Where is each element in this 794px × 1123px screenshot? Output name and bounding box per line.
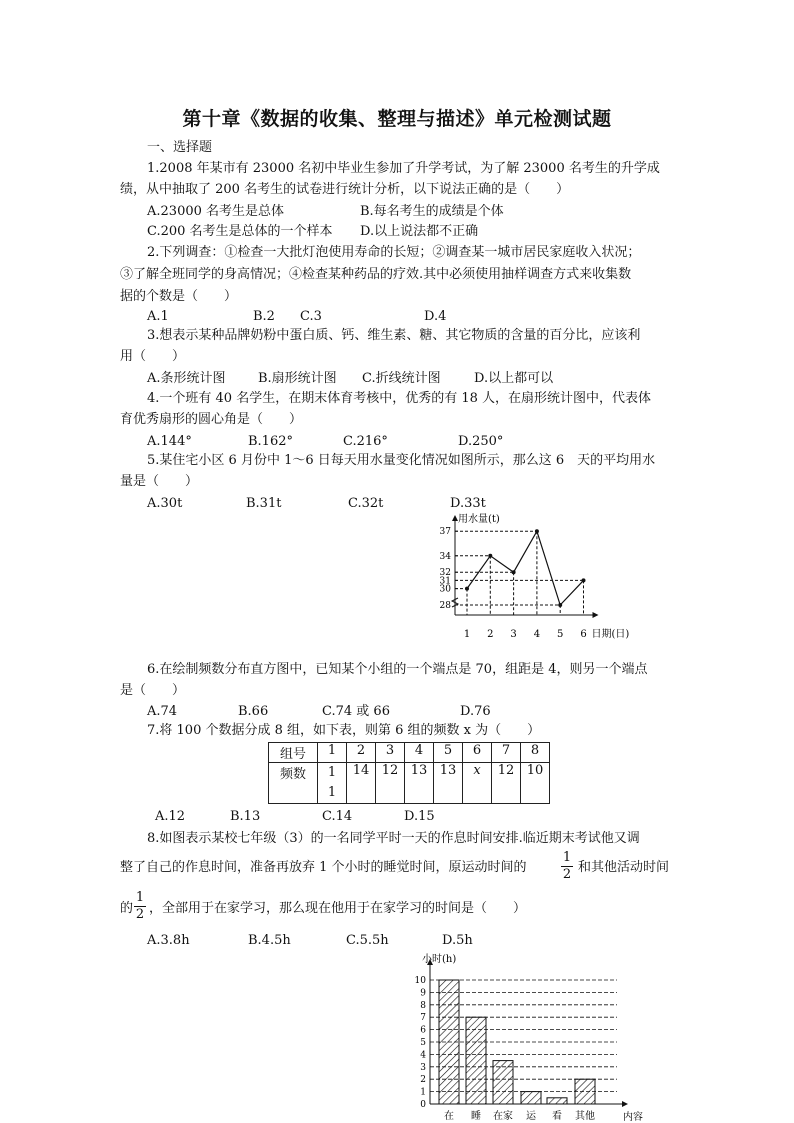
table-cell: 13: [405, 763, 434, 804]
table-cell: 2: [347, 743, 376, 763]
q1-option-c: C.200 名考生是总体的一个样本: [147, 224, 333, 239]
bar: [547, 1098, 567, 1104]
q6-option-a: A.74: [147, 704, 178, 719]
q4-option-d: D.250°: [458, 434, 504, 449]
q1-option-a: A.23000 名考生是总体: [147, 204, 285, 219]
x-axis-label: 内容: [623, 1112, 643, 1123]
table-row: [269, 743, 550, 763]
x-tick-label: 6: [580, 629, 587, 640]
q4-option-c: C.216°: [343, 434, 388, 449]
y-tick-label: 30: [439, 584, 451, 595]
table-head-count: 频数: [269, 763, 318, 804]
q8-line3a: 的: [120, 901, 134, 916]
q2-option-d: D.4: [424, 309, 447, 324]
q7-option-a: A.12: [155, 809, 186, 824]
q5-option-d: D.33t: [450, 496, 486, 511]
q4-option-a: A.144°: [147, 434, 192, 449]
data-point: [512, 570, 516, 574]
q5-line2: 量是（ ）: [120, 474, 199, 489]
y-axis-label: 用水量(t): [458, 514, 500, 525]
y-tick-label: 37: [439, 527, 451, 538]
bar: [521, 1092, 541, 1104]
y-tick-label: 1: [420, 1087, 426, 1098]
daily-schedule-bar-chart: [405, 950, 675, 1122]
q4-line2: 育优秀扇形的圆心角是（ ）: [120, 412, 303, 427]
q5-option-b: B.31t: [246, 496, 282, 511]
q8-fraction-1: [561, 851, 573, 882]
x-tick-label: 3: [510, 629, 517, 640]
x-tick-label: 睡: [471, 1111, 481, 1122]
q2-line3: 据的个数是（ ）: [120, 289, 238, 304]
y-tick-label: 31: [439, 576, 451, 587]
x-axis-label: 日期(日): [591, 629, 630, 640]
q6-option-b: B.66: [238, 704, 269, 719]
y-tick-label: 32: [439, 568, 451, 579]
axis-break-mark: [452, 598, 458, 607]
q6-option-c: C.74 或 66: [322, 704, 390, 719]
fraction-numerator: 1: [562, 850, 572, 865]
q7-option-b: B.13: [230, 809, 261, 824]
q3-line2: 用（ ）: [120, 349, 186, 364]
q7-line1: 7.将 100 个数据分成 8 组，如下表，则第 6 组的频数 x 为（ ）: [147, 723, 541, 738]
data-point: [582, 578, 586, 582]
q2-option-a: A.1: [147, 309, 169, 324]
table-cell: 10: [521, 763, 550, 804]
q5-option-a: A.30t: [147, 496, 183, 511]
q8-line2b: 和其他活动时间: [578, 860, 670, 875]
table-cell: 7: [492, 743, 521, 763]
y-tick-label: 3: [420, 1062, 426, 1073]
data-point: [465, 587, 469, 591]
y-tick-label: 4: [420, 1050, 426, 1061]
table-cell: 12: [376, 763, 405, 804]
x-tick-label: 其他: [575, 1111, 595, 1122]
bar: [493, 1061, 513, 1104]
table-cell: x: [463, 763, 492, 804]
q8-line3b: ，全部用于在家学习，那么现在他用于在家学习的时间是（ ）: [149, 901, 527, 916]
bar: [439, 980, 459, 1104]
fraction-denominator: 2: [562, 867, 572, 882]
q3-option-b: B.扇形统计图: [258, 371, 337, 386]
x-tick-label: 在家: [493, 1111, 513, 1122]
q4-line1: 4.一个班有 40 名学生，在期末体育考核中，优秀的有 18 人，在扇形统计图中，代表体: [147, 391, 652, 406]
q2-option-b: B.2: [253, 309, 275, 324]
q1-line1: 1.2008 年某市有 23000 名初中毕业生参加了升学考试，为了解 23000 名考生的升学成: [147, 161, 660, 176]
y-tick-label: 9: [420, 988, 426, 999]
table-cell: 8: [521, 743, 550, 763]
fraction-numerator: 1: [135, 890, 145, 905]
y-tick-label: 28: [439, 601, 451, 611]
q3-option-c: C.折线统计图: [362, 371, 441, 386]
water-usage-line-chart: [425, 512, 640, 647]
q5-option-c: C.32t: [348, 496, 384, 511]
x-tick-label: 2: [487, 629, 494, 640]
y-tick-label: 10: [414, 976, 426, 986]
q6-option-d: D.76: [460, 704, 491, 719]
q8-option-a: A.3.8h: [147, 933, 190, 948]
data-point: [488, 554, 492, 558]
table-cell: 1 1: [318, 763, 347, 804]
q2-line1: 2.下列调查：①检查一大批灯泡使用寿命的长短；②调查某一城市居民家庭收入状况；: [147, 245, 641, 260]
q8-option-b: B.4.5h: [248, 933, 291, 948]
q8-option-d: D.5h: [442, 933, 473, 948]
x-tick-label: 在: [444, 1111, 454, 1122]
table-cell: 1: [318, 743, 347, 763]
table-cell: 14: [347, 763, 376, 804]
q1-option-d: D.以上说法都不正确: [360, 224, 479, 239]
q1-option-b: B.每名考生的成绩是个体: [360, 204, 504, 219]
q2-line2: ③了解全班同学的身高情况；④检查某种药品的疗效.其中必须使用抽样调查方式来收集数: [120, 267, 632, 282]
table-row: [269, 763, 550, 804]
q2-option-c: C.3: [300, 309, 322, 324]
q6-line2: 是（ ）: [120, 683, 186, 698]
x-tick-label: 4: [533, 629, 541, 640]
data-point: [535, 529, 539, 533]
x-tick-label: 5: [557, 629, 564, 640]
q3-line1: 3.想表示某种品牌奶粉中蛋白质、钙、维生素、糖、其它物质的含量的百分比，应该利: [147, 328, 641, 343]
x-tick-label: 运: [526, 1111, 536, 1122]
table-cell: 3: [376, 743, 405, 763]
table-cell: 5: [434, 743, 463, 763]
bar: [466, 1017, 486, 1104]
y-axis-label: 小时(h): [422, 954, 457, 965]
q1-line2: 绩，从中抽取了 200 名考生的试卷进行统计分析，以下说法正确的是（ ）: [120, 182, 570, 197]
page-title: 第十章《数据的收集、整理与描述》单元检测试题: [182, 108, 612, 130]
table-cell: 13: [434, 763, 463, 804]
q3-option-a: A.条形统计图: [147, 371, 226, 386]
q8-fraction-2: [134, 891, 146, 922]
section-heading: 一、选择题: [147, 140, 213, 155]
table-cell: 6: [463, 743, 492, 763]
q8-option-c: C.5.5h: [346, 933, 389, 948]
q8-line2a: 整了自己的作息时间，准备再放弃 1 个小时的睡觉时间，原运动时间的: [120, 860, 527, 875]
y-tick-label: 6: [420, 1025, 426, 1036]
bar: [575, 1079, 595, 1104]
q8-line1: 8.如图表示某校七年级（3）的一名同学平时一天的作息时间安排.临近期末考试他又调: [147, 831, 640, 846]
table-cell: 12: [492, 763, 521, 804]
y-tick-label: 0: [420, 1100, 426, 1110]
q6-line1: 6.在绘制频数分布直方图中，已知某个小组的一个端点是 70，组距是 4，则另一个端点: [147, 662, 648, 677]
y-tick-label: 34: [439, 551, 451, 562]
data-point: [558, 603, 562, 607]
fraction-denominator: 2: [135, 907, 145, 922]
x-tick-label: 看: [552, 1111, 562, 1122]
q7-option-c: C.14: [322, 809, 353, 824]
q5-line1: 5.某住宅小区 6 月份中 1～6 日每天用水量变化情况如图所示，那么这 6 天的平均用水: [147, 453, 656, 468]
data-line: [467, 531, 584, 605]
q4-option-b: B.162°: [248, 434, 293, 449]
y-tick-label: 7: [420, 1013, 426, 1024]
q3-option-d: D.以上都可以: [474, 371, 554, 386]
frequency-table: [268, 742, 550, 804]
q7-option-d: D.15: [404, 809, 435, 824]
x-tick-label: 1: [463, 629, 471, 640]
table-cell: 4: [405, 743, 434, 763]
y-tick-label: 8: [420, 1000, 426, 1011]
table-head-group: 组号: [269, 743, 318, 763]
y-tick-label: 5: [420, 1038, 426, 1048]
y-tick-label: 2: [420, 1075, 426, 1086]
